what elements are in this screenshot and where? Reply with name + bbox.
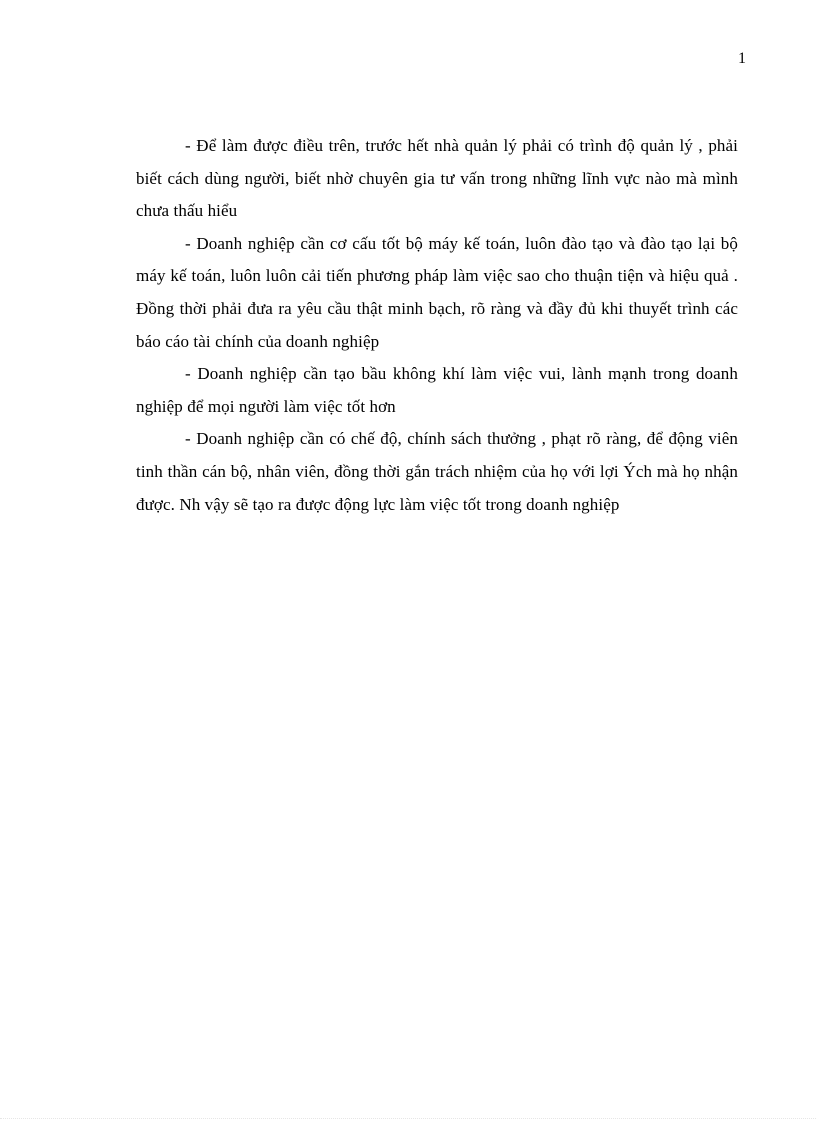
paragraph-accounting-structure: - Doanh nghiệp cần cơ cấu tốt bộ máy kế toán, luôn đào tạo và đào tạo lại bộ máy kế toán, luôn luôn cải tiến phương pháp làm việc sao cho thuận tiện và hiệu quả . Đồng thời phải đưa ra yêu cầu thật minh bạch, rõ ràng và đầy đủ khi thuyết trình các báo cáo tài chính của doanh nghiệp [136, 233, 738, 351]
document-body [136, 130, 738, 521]
paragraph-management-skills: - Để làm được điều trên, trước hết nhà quản lý phải có trình độ quản lý , phải biết cách dùng người, biết nhờ chuyên gia tư vấn trong những lĩnh vực nào mà mình chưa thấu hiểu [136, 136, 738, 221]
page-bottom-divider [0, 1118, 816, 1119]
page-number: 1 [738, 50, 746, 67]
paragraph-work-atmosphere: - Doanh nghiệp cần tạo bầu không khí làm việc vui, lành mạnh trong doanh nghiệp để mọi người làm việc tốt hơn [136, 364, 738, 416]
paragraph-reward-policy: - Doanh nghiệp cần có chế độ, chính sách thưởng , phạt rõ ràng, để động viên tinh thần cán bộ, nhân viên, đồng thời gắn trách nhiệm của họ với lợi Ých mà họ nhận được. Nh vậy sẽ tạo ra được động lực làm việc tốt trong doanh nghiệp [136, 429, 738, 514]
